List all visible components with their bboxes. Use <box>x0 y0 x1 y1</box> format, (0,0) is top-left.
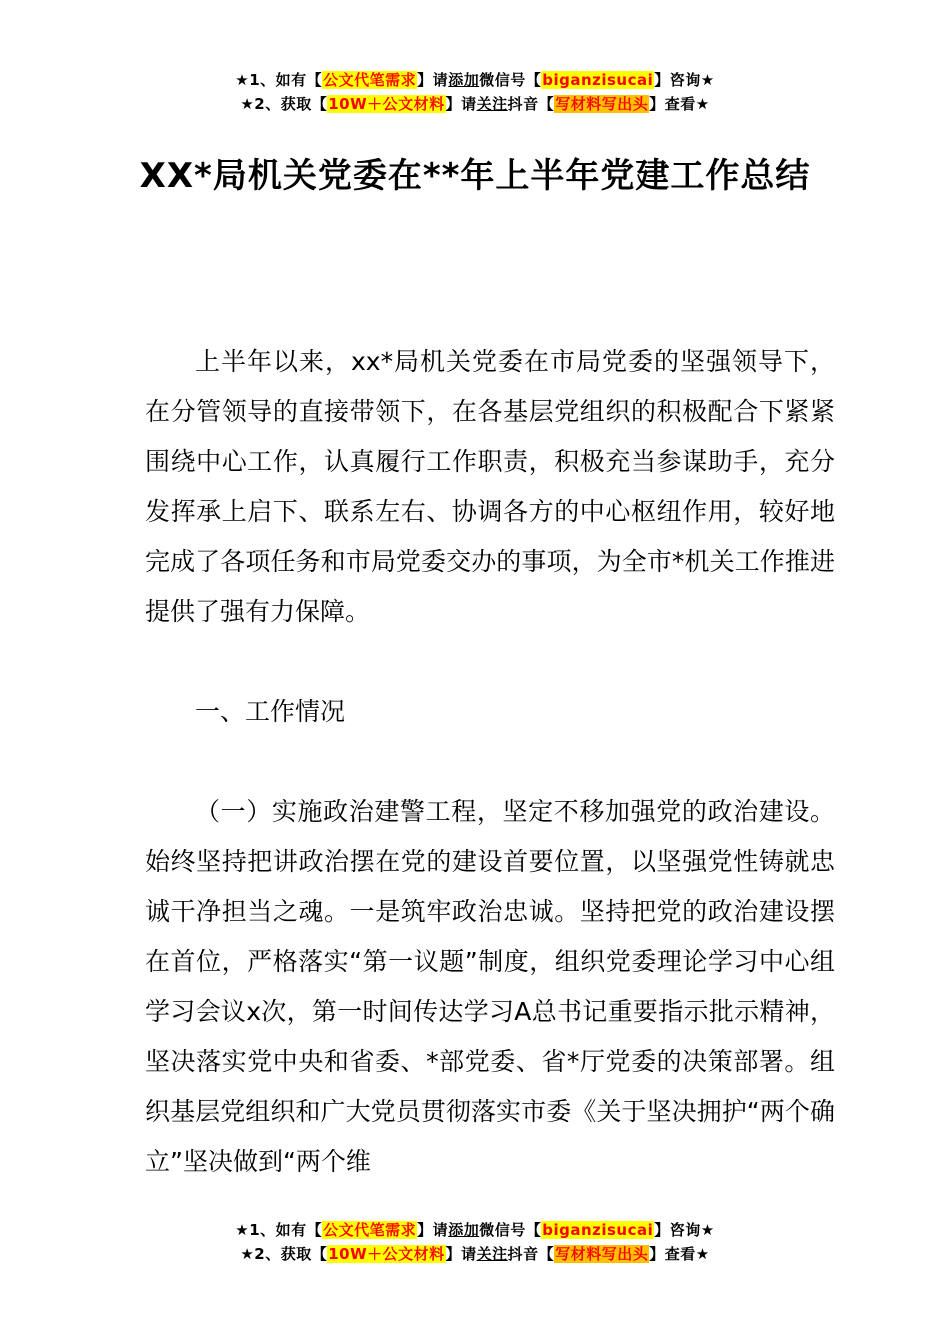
banner-line-1 <box>0 1218 950 1242</box>
intro-paragraph: 上半年以来，xx*局机关党委在市局党委的坚强领导下，在分管领导的直接带领下，在各基层党组织的积极配合下紧紧围绕中心工作，认真履行工作职责，积极充当参谋助手，充分发挥承上启下、联系左右、协调各方的中心枢纽作用，较好地完成了各项任务和市局党委交办的事项，为全市*机关工作推进提供了强有力保障。 <box>145 347 835 626</box>
banner-text: 抖音【 <box>507 1245 555 1263</box>
banner-text: 】请 <box>445 1245 477 1263</box>
banner-text: ★1、如有【 <box>235 1221 323 1239</box>
banner-text: 】请 <box>417 1221 449 1239</box>
document-title: XX*局机关党委在**年上半年党建工作总结 <box>139 156 811 196</box>
banner-underlined-text: 添加 <box>448 1221 480 1239</box>
section-heading: 一、工作情况 <box>195 697 346 726</box>
banner-text: 】请 <box>417 71 449 89</box>
banner-highlight: 公文代笔需求 <box>323 71 417 89</box>
banner-text: 微信号【 <box>479 1221 542 1239</box>
banner-wechat-id: biganzisucai <box>542 1221 654 1239</box>
banner-text: 】咨询★ <box>654 1221 715 1239</box>
banner-text: ★1、如有【 <box>235 71 323 89</box>
banner-text: 微信号【 <box>479 71 542 89</box>
banner-text: 】查看★ <box>649 1245 710 1263</box>
header-banner <box>0 68 950 116</box>
banner-text: 】咨询★ <box>654 71 715 89</box>
banner-line-2 <box>0 1242 950 1266</box>
banner-highlight: 公文代笔需求 <box>323 1221 417 1239</box>
banner-underlined-text: 添加 <box>448 71 480 89</box>
banner-highlight: 10W＋公文材料 <box>328 95 445 113</box>
banner-line-1 <box>0 68 950 92</box>
banner-wechat-id: biganzisucai <box>542 71 654 89</box>
banner-text: ★2、获取【 <box>240 95 328 113</box>
banner-text: 】查看★ <box>649 95 710 113</box>
banner-underlined-text: 关注 <box>476 1245 508 1263</box>
banner-highlight: 10W＋公文材料 <box>328 1245 445 1263</box>
banner-text: ★2、获取【 <box>240 1245 328 1263</box>
banner-text: 抖音【 <box>507 95 555 113</box>
banner-douyin-id: 写材料写出头 <box>555 95 649 113</box>
footer-banner <box>0 1218 950 1266</box>
banner-douyin-id: 写材料写出头 <box>555 1245 649 1263</box>
banner-text: 】请 <box>445 95 477 113</box>
banner-line-2 <box>0 92 950 116</box>
banner-underlined-text: 关注 <box>476 95 508 113</box>
section-paragraph: （一）实施政治建警工程，坚定不移加强党的政治建设。始终坚持把讲政治摆在党的建设首要位置，以坚强党性铸就忠诚干净担当之魂。一是筑牢政治忠诚。坚持把党的政治建设摆在首位，严格落实“第一议题”制度，组织党委理论学习中心组学习会议x次，第一时间传达学习A总书记重要指示批示精神，坚决落实党中央和省委、*部党委、省*厅党委的决策部署。组织基层党组织和广大党员贯彻落实市委《关于坚决拥护“两个确立”坚决做到“两个维 <box>145 797 835 1176</box>
